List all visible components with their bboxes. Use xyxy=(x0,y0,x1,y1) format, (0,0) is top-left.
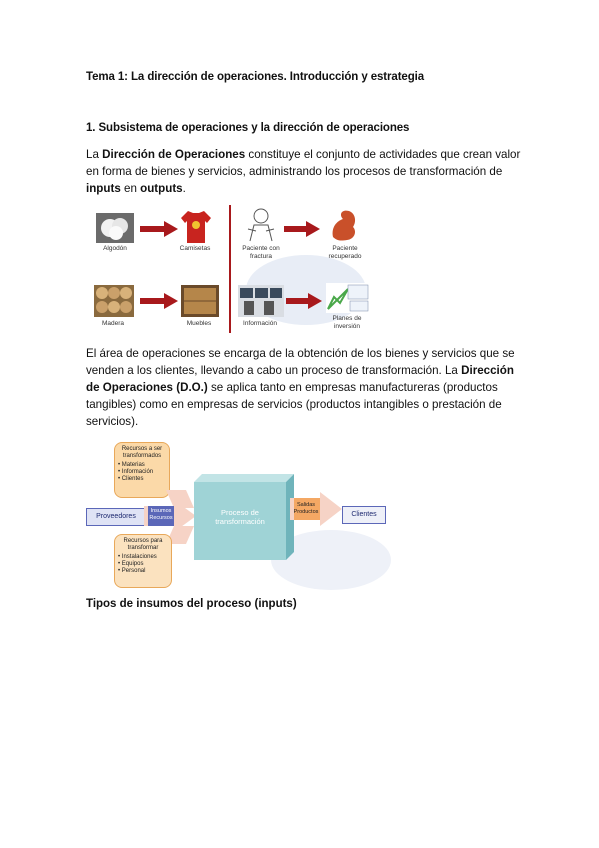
transforming-resources-box xyxy=(114,534,172,588)
muscle-arm-icon xyxy=(329,207,359,243)
cotton-image xyxy=(96,213,134,243)
investment-plans-image xyxy=(326,283,370,313)
divider xyxy=(229,205,231,333)
caption-muebles: Muebles xyxy=(186,320,212,327)
item: Personal xyxy=(121,568,146,574)
process-label: Proceso de transformación xyxy=(215,508,265,526)
text: se aplica tanto en empresas manufactureras (productos tangibles) como en empresas de servicios (productos intangibles o prestación de servicios). xyxy=(86,381,502,428)
paragraph-2 xyxy=(86,345,526,430)
caption-informacion: Información xyxy=(243,320,277,327)
list-item: • Materias xyxy=(118,462,145,468)
list-item: • Equipos xyxy=(118,561,144,567)
caption-madera: Madera xyxy=(101,320,125,327)
item: Clientes xyxy=(121,476,144,482)
section-heading-2: Tipos de insumos del proceso (inputs) xyxy=(86,598,297,610)
arrow-icon xyxy=(140,293,178,309)
bold-term: Dirección de Operaciones xyxy=(102,148,246,161)
text: constituye el conjunto de actividades que crean valor en forma de bienes y servicios, administrando los procesos de transformación de xyxy=(86,148,521,178)
arrow-icon xyxy=(286,293,322,309)
suppliers-box: Proveedores xyxy=(86,508,146,526)
transformation-process-diagram xyxy=(86,440,386,590)
caption-camisetas: Camisetas xyxy=(179,245,211,252)
wood-logs-image xyxy=(94,285,134,317)
item: Equipos xyxy=(121,561,144,567)
bold-term: outputs xyxy=(140,182,183,195)
page-title: Tema 1: La dirección de operaciones. Introducción y estrategia xyxy=(86,71,425,83)
box-title: Recursos para transformar xyxy=(123,538,163,551)
text: La xyxy=(86,148,103,161)
transformation-examples-figure xyxy=(86,205,369,337)
caption-paciente-recuperado: Paciente recuperado xyxy=(328,245,362,260)
caption-algodon: Algodón xyxy=(103,245,127,252)
text: . xyxy=(182,182,186,195)
caption-planes: Planes de inversión xyxy=(332,315,362,330)
arrow-icon xyxy=(284,221,320,237)
outputs-label: Salidas Productos xyxy=(293,502,319,515)
bold-term: inputs xyxy=(86,182,121,195)
clients-box: Clientes xyxy=(342,506,386,524)
bold-term: Dirección de Operaciones (D.O.) xyxy=(86,364,514,394)
list-item: • Clientes xyxy=(118,476,144,482)
patient-sketch-image xyxy=(244,207,278,243)
resources-to-transform-box xyxy=(114,442,170,498)
caption-paciente-fractura: Paciente con fractura xyxy=(242,245,280,260)
arrow-icon xyxy=(140,221,178,237)
list-item: • Información xyxy=(118,469,154,475)
furniture-image xyxy=(181,285,219,317)
box-title: Recursos a ser transformados xyxy=(121,446,163,459)
inputs-label: Insumos Recursos xyxy=(149,508,173,521)
item: Información xyxy=(121,469,154,475)
shirt-image xyxy=(181,209,211,243)
text: en xyxy=(120,182,141,195)
list-item: • Personal xyxy=(118,568,146,574)
list-item: • Instalaciones xyxy=(118,554,157,560)
section-heading-1: 1. Subsistema de operaciones y la dirección de operaciones xyxy=(86,122,410,134)
paragraph-1 xyxy=(86,146,526,197)
item: Materias xyxy=(121,462,145,468)
text: El área de operaciones se encarga de la obtención de los bienes y servicios que se venden a los clientes, llevando a cabo un proceso de transformación. La xyxy=(86,347,515,377)
monitors-image xyxy=(238,285,284,317)
item: Instalaciones xyxy=(121,554,157,560)
